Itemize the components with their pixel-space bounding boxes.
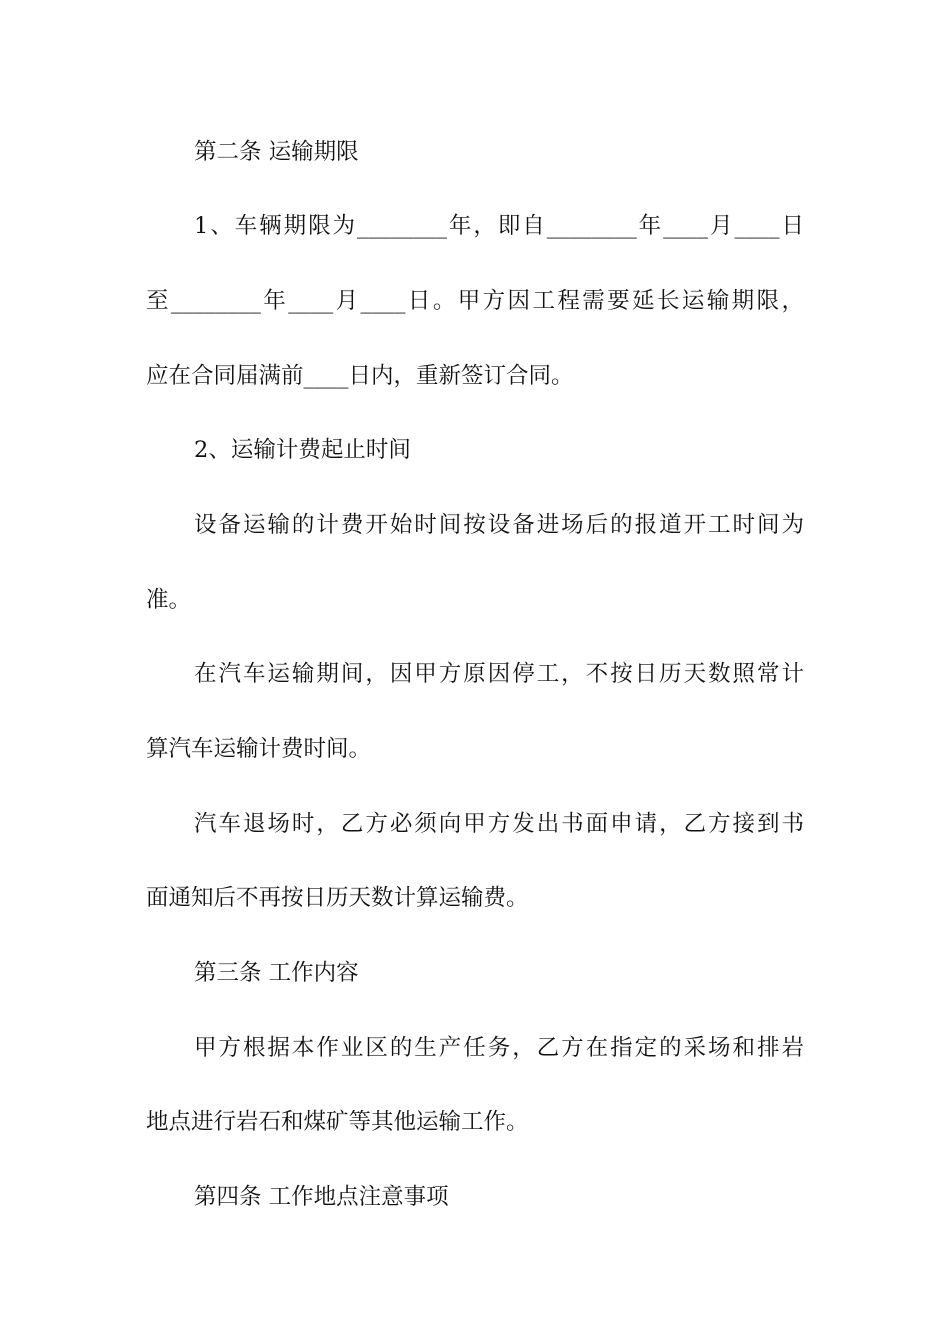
article-4-heading: 第四条 工作地点注意事项	[194, 1184, 449, 1210]
paragraph-line: 地点进行岩石和煤矿等其他运输工作。	[146, 1109, 529, 1135]
paragraph-line: 1、车辆期限为________年，即自________年____月____日	[194, 213, 804, 239]
paragraph-line: 汽车退场时，乙方必须向甲方发出书面申请，乙方接到书	[194, 811, 804, 837]
article-3-heading: 第三条 工作内容	[194, 960, 359, 986]
paragraph-line: 至________年____月____日。甲方因工程需要延长运输期限，	[146, 288, 804, 314]
paragraph-line: 算汽车运输计费时间。	[146, 736, 372, 762]
article-2-heading: 第二条 运输期限	[194, 139, 359, 165]
paragraph-line: 准。	[146, 587, 192, 613]
subsection-heading: 2、运输计费起止时间	[194, 437, 411, 463]
paragraph-line: 面通知后不再按日历天数计算运输费。	[146, 885, 529, 911]
paragraph-line: 甲方根据本作业区的生产任务，乙方在指定的采场和排岩	[194, 1035, 804, 1061]
paragraph-line: 在汽车运输期间，因甲方原因停工，不按日历天数照常计	[194, 661, 804, 687]
paragraph-line: 应在合同届满前____日内，重新签订合同。	[146, 363, 574, 389]
paragraph-line: 设备运输的计费开始时间按设备进场后的报道开工时间为	[194, 512, 804, 538]
